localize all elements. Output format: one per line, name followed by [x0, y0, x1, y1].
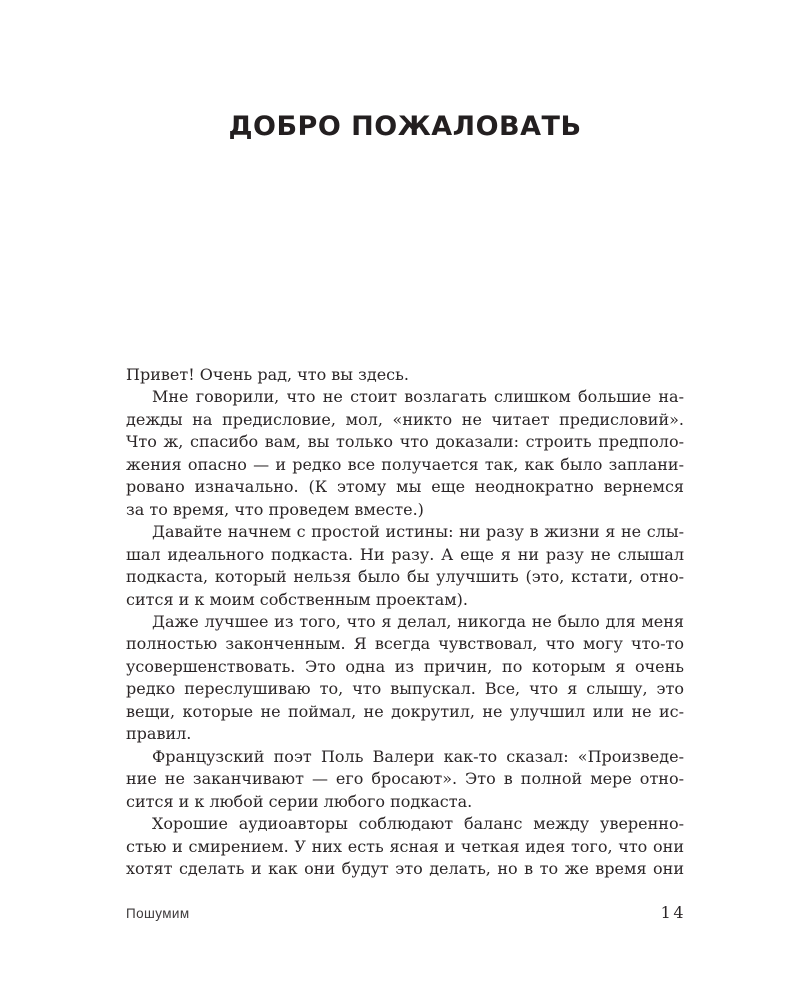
- text-line: правил.: [126, 724, 192, 744]
- text-line: Что ж, спасибо вам, вы только что доказали: строить предполо-: [126, 432, 684, 452]
- text-line: стью и смирением. У них есть ясная и четкая идея того, что они: [126, 836, 684, 856]
- paragraph: [126, 521, 684, 611]
- text-line: Мне говорили, что не стоит возлагать слишком большие на-: [152, 387, 684, 407]
- text-line: Хорошие аудиоавторы соблюдают баланс между уверенно-: [152, 814, 684, 834]
- running-title: Пошумим: [126, 906, 190, 921]
- chapter-title: ДОБРО ПОЖАЛОВАТЬ: [228, 111, 582, 142]
- text-line: шал идеального подкаста. Ни разу. А еще я ни разу не слышал: [126, 544, 684, 564]
- text-line: дежды на предисловие, мол, «никто не читает предисловий».: [126, 409, 684, 429]
- text-line: Даже лучшее из того, что я делал, никогда не было для меня: [152, 611, 684, 631]
- text-line: хотят сделать и как они будут это делать, но в то же время они: [126, 858, 684, 878]
- text-line: Давайте начнем с простой истины: ни разу в жизни я не слы-: [152, 522, 684, 542]
- text-line: подкаста, который нельзя было бы улучшить (это, кстати, отно-: [126, 567, 684, 587]
- page-footer: [126, 903, 686, 922]
- text-line: сится и к любой серии любого подкаста.: [126, 791, 473, 811]
- text-line: Французский поэт Поль Валери как-то сказал: «Произведе-: [152, 746, 684, 766]
- text-line: жения опасно — и редко все получается так, как было заплани-: [126, 454, 684, 474]
- paragraph: [126, 364, 684, 386]
- text-line: полностью законченным. Я всегда чувствовал, что могу что-то: [126, 634, 684, 654]
- page-number: 14: [660, 903, 686, 922]
- text-line: вещи, которые не поймал, не докрутил, не улучшил или не ис-: [126, 701, 684, 721]
- text-line: сится и к моим собственным проектам).: [126, 589, 469, 609]
- text-line: за то время, что проведем вместе.): [126, 499, 424, 519]
- text-line: усовершенствовать. Это одна из причин, по которым я очень: [126, 656, 684, 676]
- body-text: [126, 364, 684, 880]
- text-line: ние не заканчивают — его бросают». Это в полной мере отно-: [126, 769, 684, 789]
- paragraph: [126, 813, 684, 880]
- paragraph: [126, 386, 684, 521]
- paragraph: [126, 746, 684, 813]
- paragraph: [126, 611, 684, 746]
- text-line: ровано изначально. (К этому мы еще неоднократно вернемся: [126, 477, 684, 497]
- text-line: редко переслушиваю то, что выпускал. Все, что я слышу, это: [126, 679, 684, 699]
- text-line: Привет! Очень рад, что вы здесь.: [126, 365, 409, 384]
